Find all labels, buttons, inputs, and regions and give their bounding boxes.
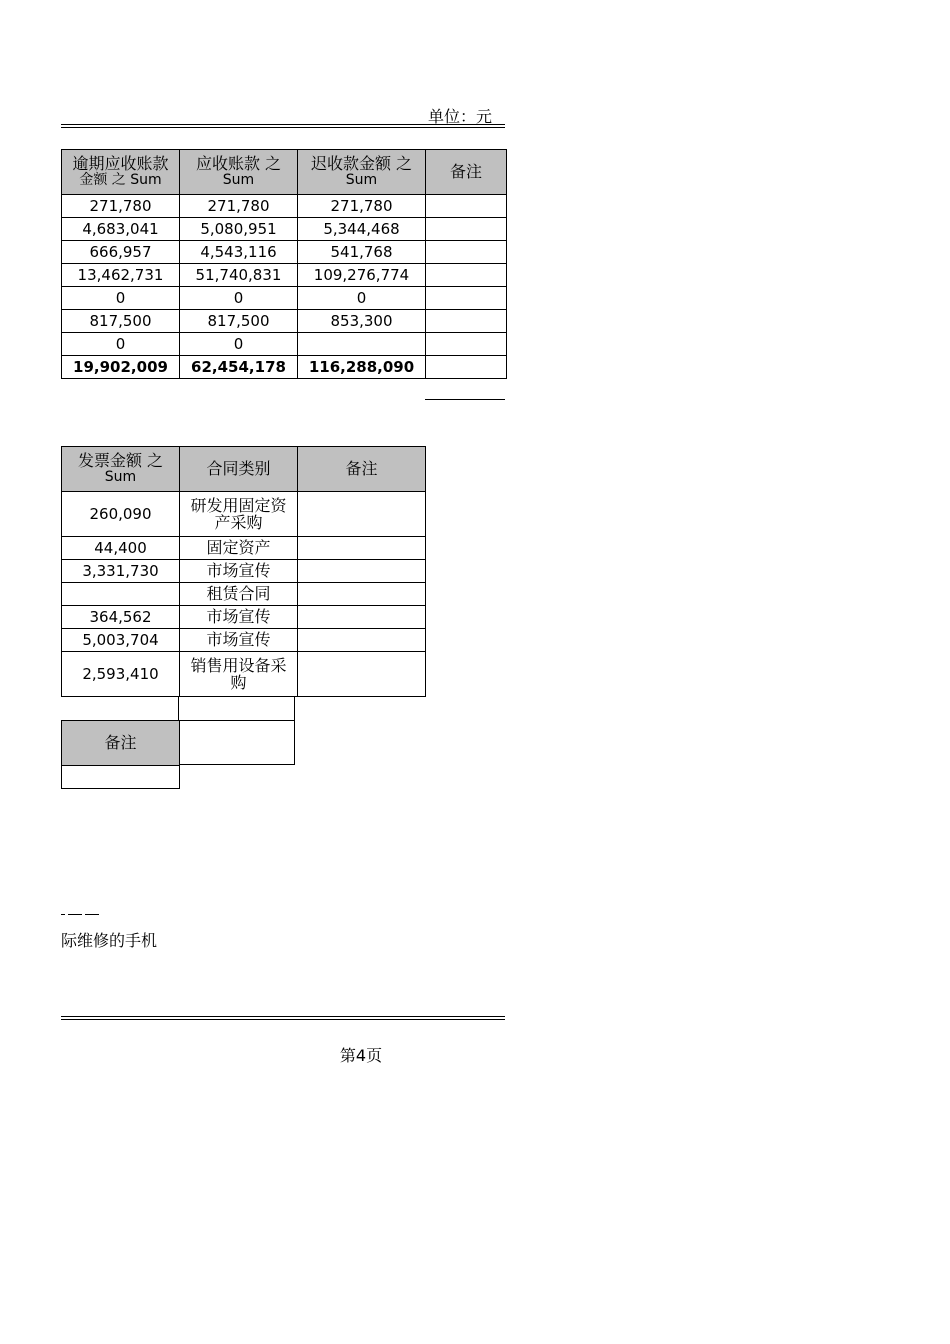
contract-type-cell: 销售用设备采购: [180, 652, 298, 697]
table-cell: 0: [298, 287, 426, 310]
table-cell: 0: [62, 287, 180, 310]
page-number: 第4页: [339, 1046, 383, 1065]
total-cell: 116,288,090: [298, 356, 426, 379]
table-cell: 109,276,774: [298, 264, 426, 287]
signature-line: [425, 399, 505, 400]
table-cell: 666,957: [62, 241, 180, 264]
amount-cell: 364,562: [62, 606, 180, 629]
table-cell: 817,500: [180, 310, 298, 333]
unit-label: 单位：元: [428, 107, 493, 126]
table-cell: [62, 766, 180, 789]
total-cell: 19,902,009: [62, 356, 180, 379]
table-header-row: [62, 150, 507, 195]
header-remarks: 备注: [298, 447, 426, 492]
amount-cell: 3,331,730: [62, 560, 180, 583]
table-header-row: [62, 447, 426, 492]
empty-cell: [178, 697, 295, 765]
table-cell: [298, 333, 426, 356]
table-cell: 0: [180, 287, 298, 310]
contract-type-cell: 市场宣传: [180, 606, 298, 629]
table-cell: 541,768: [298, 241, 426, 264]
header-contract-type: 合同类别: [180, 447, 298, 492]
table-row: [62, 264, 507, 287]
table-cell: 5,344,468: [298, 218, 426, 241]
table-row: [62, 492, 426, 537]
note-cell: [298, 537, 426, 560]
table-cell: 271,780: [298, 195, 426, 218]
table-row: [62, 583, 426, 606]
table-cell: 853,300: [298, 310, 426, 333]
table-row: [62, 333, 507, 356]
amount-cell: 44,400: [62, 537, 180, 560]
total-cell: [426, 356, 507, 379]
table-cell: [426, 195, 507, 218]
header-remarks: 备注: [62, 721, 180, 766]
table-cell: 817,500: [62, 310, 180, 333]
contract-type-cell: 市场宣传: [180, 560, 298, 583]
table-row: [62, 629, 426, 652]
footer-double-rule: [61, 1016, 505, 1020]
note-cell: [298, 629, 426, 652]
contract-type-cell: 市场宣传: [180, 629, 298, 652]
table-row: [62, 218, 507, 241]
table-row: [62, 287, 507, 310]
cell-divider: [178, 720, 295, 721]
note-cell: [298, 492, 426, 537]
table-row: [62, 241, 507, 264]
table-cell: [426, 264, 507, 287]
table-row: [62, 606, 426, 629]
invoice-table: [61, 446, 426, 697]
table-row: [62, 652, 426, 697]
contract-type-cell: 研发用固定资产采购: [180, 492, 298, 537]
contract-type-cell: 租赁合同: [180, 583, 298, 606]
table-header-row: [62, 721, 180, 766]
header-receivables: 应收账款 之 Sum: [180, 150, 298, 195]
note-cell: [298, 652, 426, 697]
table-row: [62, 310, 507, 333]
table-cell: 0: [62, 333, 180, 356]
table-cell: 4,683,041: [62, 218, 180, 241]
table-cell: 51,740,831: [180, 264, 298, 287]
note-text: 际维修的手机: [61, 931, 158, 950]
table-row: [62, 766, 180, 789]
table-cell: [426, 241, 507, 264]
table-cell: 0: [180, 333, 298, 356]
header-remarks: 备注: [426, 150, 507, 195]
table-cell: 4,543,116: [180, 241, 298, 264]
header-overdue-amount: 逾期应收账款 金额 之 Sum: [62, 150, 180, 195]
table-cell: [426, 333, 507, 356]
table-row: [62, 560, 426, 583]
amount-cell: [62, 583, 180, 606]
note-cell: [298, 606, 426, 629]
table-cell: 5,080,951: [180, 218, 298, 241]
header-late-amount: 迟收款金额 之 Sum: [298, 150, 426, 195]
contract-type-cell: 固定资产: [180, 537, 298, 560]
table-cell: [426, 218, 507, 241]
table-cell: [426, 310, 507, 333]
table-cell: [426, 287, 507, 310]
amount-cell: 5,003,704: [62, 629, 180, 652]
amount-cell: 260,090: [62, 492, 180, 537]
total-row: [62, 356, 507, 379]
header-double-rule: [61, 124, 505, 128]
note-cell: [298, 560, 426, 583]
header-invoice-amount: 发票金额 之 Sum: [62, 447, 180, 492]
table-cell: 271,780: [62, 195, 180, 218]
cut-off-text-fragment: [61, 914, 111, 918]
amount-cell: 2,593,410: [62, 652, 180, 697]
table-row: [62, 537, 426, 560]
table-row: [62, 195, 507, 218]
total-cell: 62,454,178: [180, 356, 298, 379]
remarks-table: [61, 720, 180, 789]
note-cell: [298, 583, 426, 606]
table-cell: 13,462,731: [62, 264, 180, 287]
table-cell: 271,780: [180, 195, 298, 218]
receivables-table: [61, 149, 507, 379]
